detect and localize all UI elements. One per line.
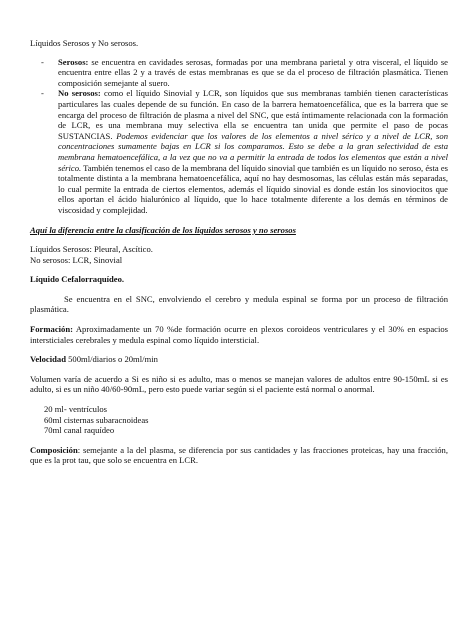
document-title: Líquidos Serosos y No serosos. [30,38,139,48]
formacion-text: Aproximadamente un 70 %de formación ocurre en plexos coroideos ventriculares y el 30% en espacios intersticiales cerebrales y medula espinal como líquido intersticial. [30,324,448,345]
list-item-no-serosos [30,88,448,215]
list-item: 70ml canal raquídeo [44,425,115,436]
section-heading-lcr: Líquido Cefalorraquídeo. [30,274,125,285]
bullet-dash: - [41,88,44,99]
serosos-line: Líquidos Serosos: Pleural, Ascítico. [30,244,153,255]
term-no-serosos: No serosos: [58,88,101,99]
composicion-text: : semejante a la del plasma, se diferencia por sus cantidades y las fracciones proteicas, hay una fracción, que es la prot tau, que solo se encuentra en LCR. [30,444,448,466]
list-item: 20 ml- ventrículos [44,404,108,415]
velocidad-text: 500ml/diarios o 20ml/min [65,354,158,365]
bullet-dash: - [41,56,44,67]
fluid-types-list [30,57,448,216]
list-item-serosos [30,57,448,89]
velocidad-label: Velocidad [30,354,66,365]
no-serosos-line: No serosos: LCR, Sinovial [30,254,123,265]
formacion-paragraph [30,324,448,345]
lcr-intro: Se encuentra en el SNC, envolviendo el cerebro y medula espinal se forma por un proceso de filtración plasmática. [30,293,448,315]
volumes-list [30,404,448,436]
velocidad-paragraph [30,354,448,365]
term-serosos: Serosos: [58,56,89,67]
serosos-text: se encuentra en cavidades serosas, formadas por una membrana parietal y otra visceral, el líquido se encuentra entre ellas 2 y a través de estas membranas es que se da el proceso de filtración plasmática. Tienen composición semejante al suero. [58,56,448,88]
formacion-label: Formación: [30,324,73,335]
list-item: 60ml cisternas subaracnoideas [44,414,149,425]
composicion-label: Composición [30,444,78,455]
document-page [30,38,448,466]
no-serosos-italic: Podemos evidenciar que los valores de los elementos a nivel sérico y a nivel de LCR, son concentraciones sumamente bajas en LCR si los comparamos. Esto se debe a la gran selectividad de esta membrana hematoencefálica, a la vez que no va a permitir la entrada de todos los elementos que están a nivel sérico. [58,130,448,173]
volumen-paragraph: Volumen varía de acuerdo a Si es niño si es adulto, mas o menos se manejan valores de adultos entre 90-150mL si es adulto, si es un niño 40/60-90mL, pero esto puede variar según si el paciente está normal o anormal. [30,373,448,395]
section-heading-difference: Aquí la diferencia entre la clasificación de los líquidos serosos y no serosos [30,224,296,235]
composicion-paragraph [30,445,448,466]
no-serosos-text-a: como el líquido Sinovial y LCR, son líquidos que sus membranas también tienen características particulares las cuales depende de su función. En caso de la barrera hematoencefálica, que es la barrera que se encarga del proceso de filtración de plasma a nivel del SNC, que está íntimamente relacionada con la formación de LCR, es una membrana muy selectiva ella se encuentra tan unida que permite el paso de pocas SUSTANCIAS. [58,88,448,141]
no-serosos-text-b: También tenemos el caso de la membrana del líquido sinovial que también es un líquido no seroso, ésta es totalmente distinta a la membrana hematoencefálica, aquí no hay desmosomas, las células están más separadas, lo cual permite la entrada de ciertos elementos, además el líquido sinovial es donde están los sinoviocitos que ellos aportan el ácido hialurónico al líquido, que lo hace totalmente diferente a los demás en términos de viscosidad y complejidad. [58,162,448,215]
